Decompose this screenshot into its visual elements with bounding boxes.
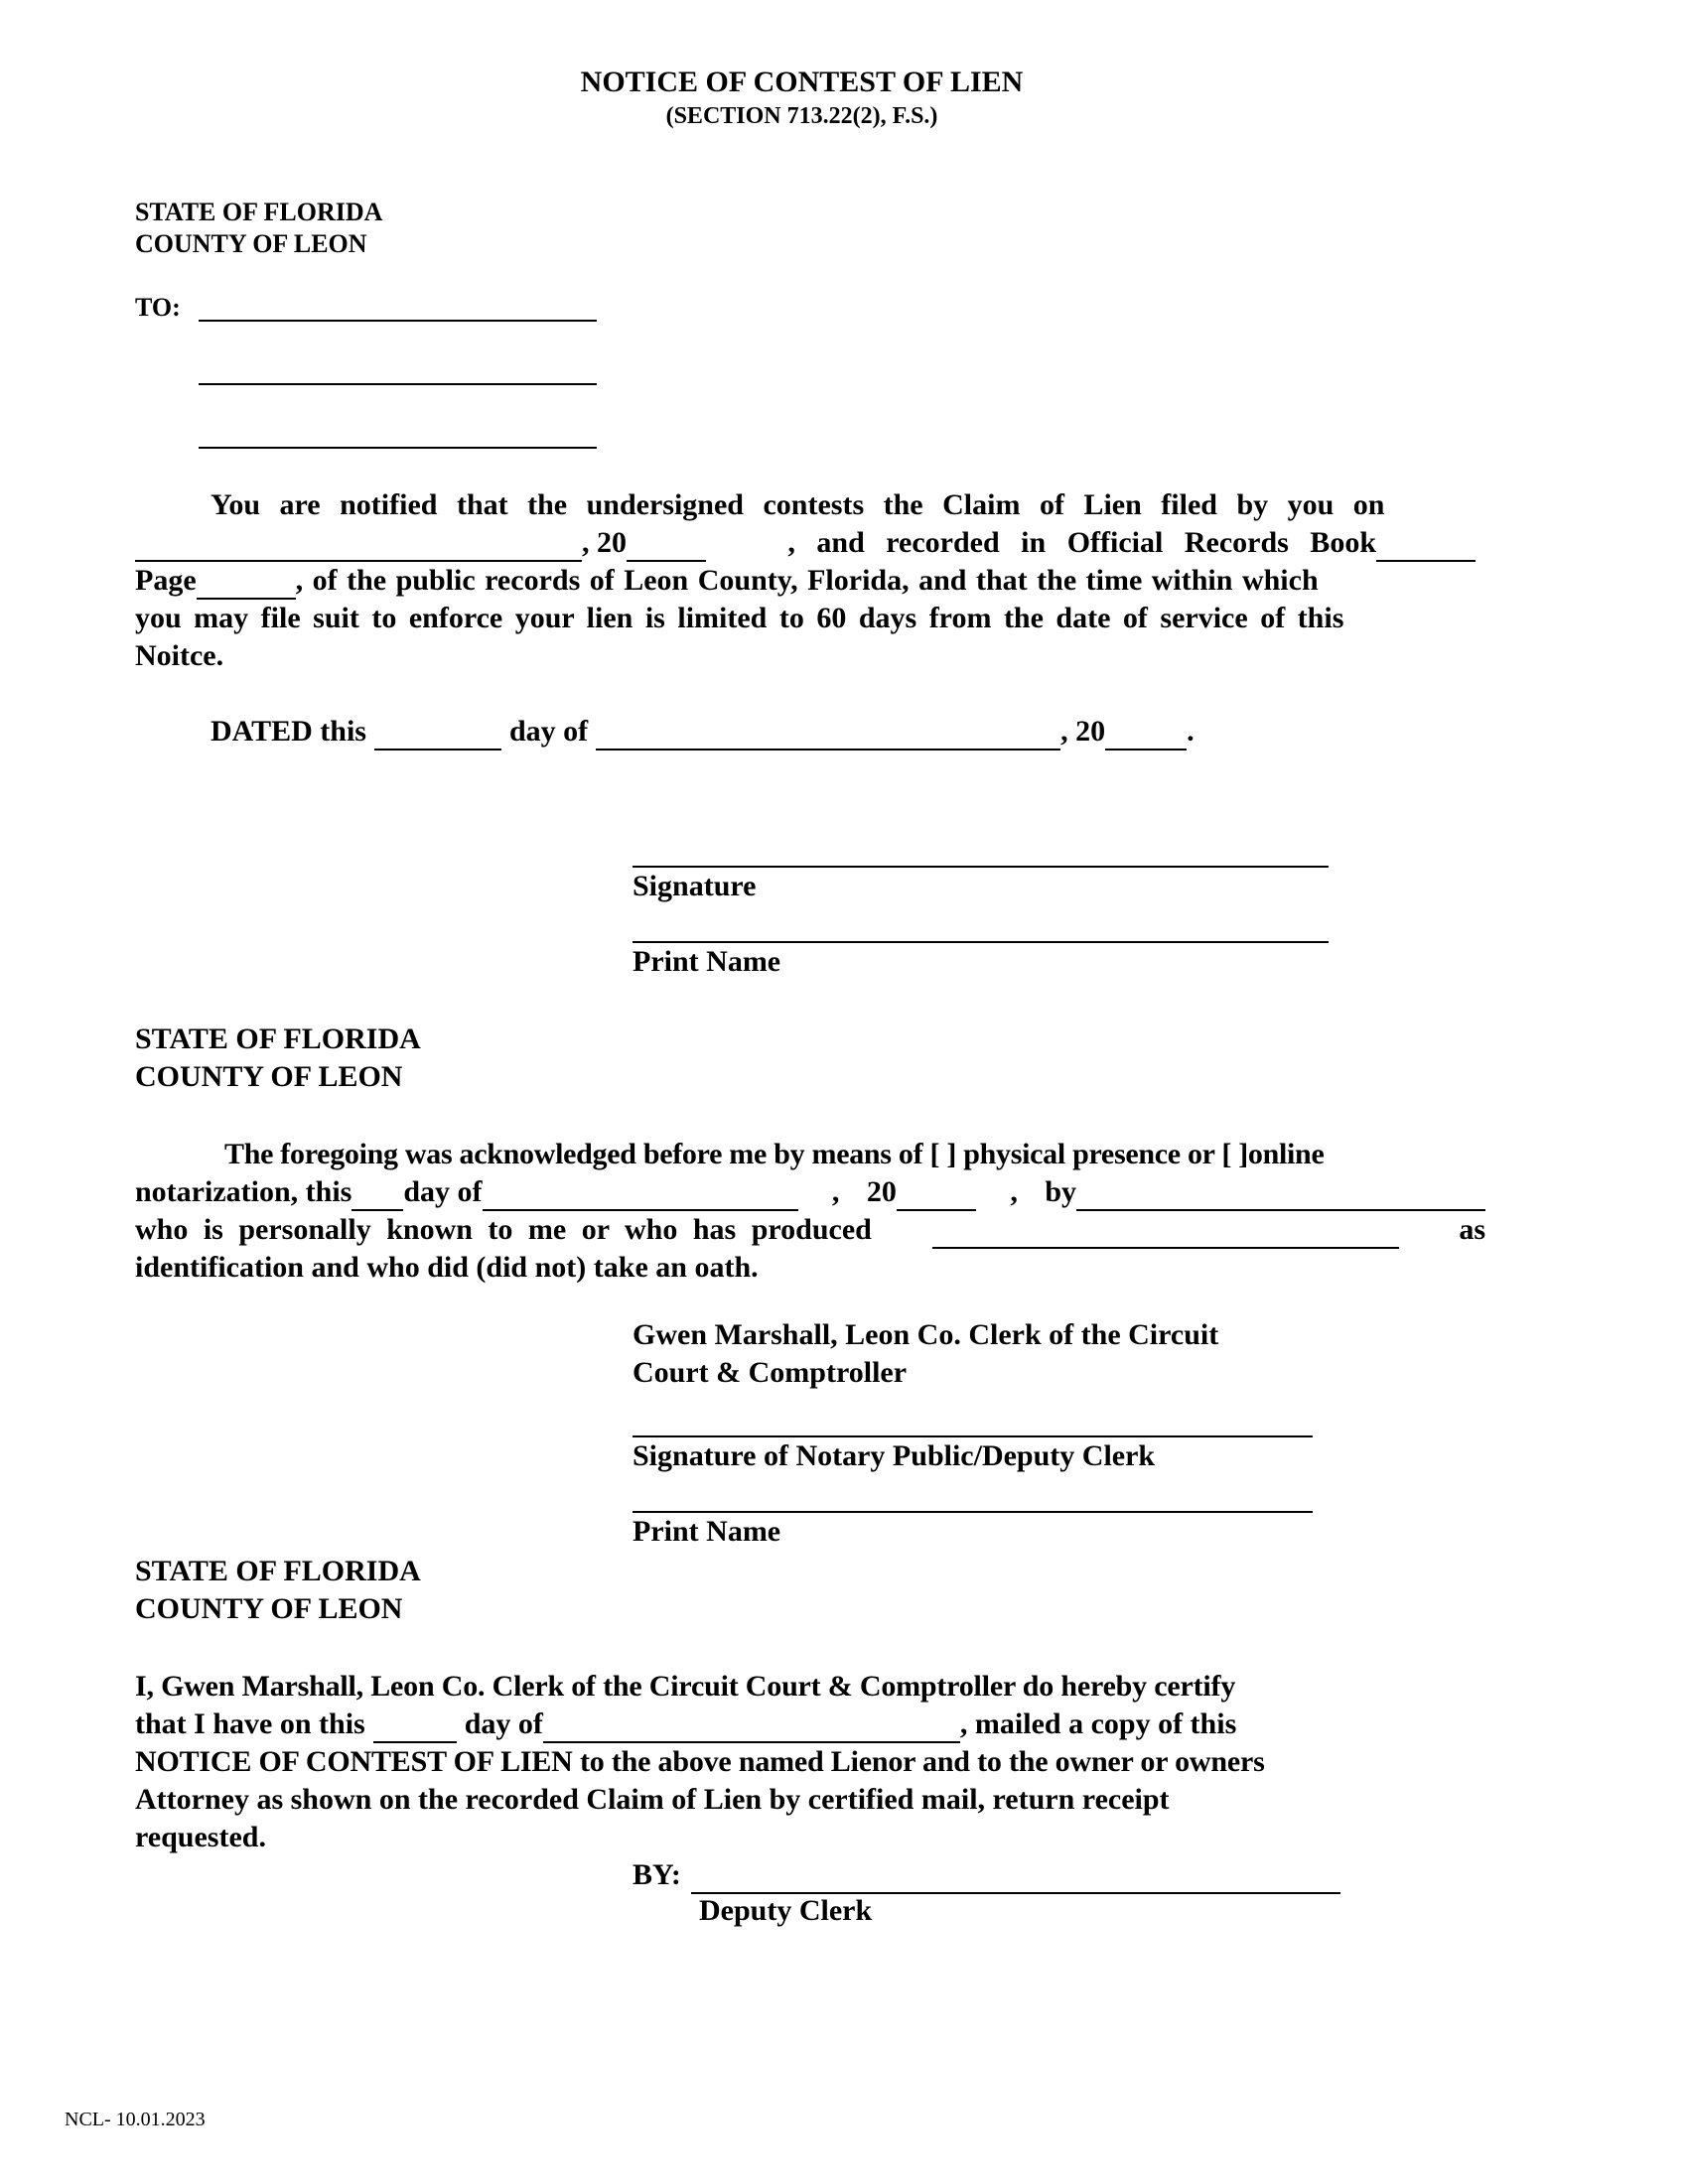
cert-day-blank[interactable]: [373, 1713, 457, 1743]
ack-day-blank[interactable]: [352, 1181, 403, 1211]
ack-line-3: [135, 1211, 1485, 1249]
notice-text-1: You are notified that the undersigned contests the Claim of Lien filed by you on: [211, 488, 1385, 521]
cert-line-4: [135, 1781, 1476, 1819]
notice-page-label: Page: [135, 564, 197, 597]
notice-text-5: Noitce.: [135, 639, 224, 672]
ack-line-1: [135, 1136, 1485, 1173]
notice-line-5: [135, 637, 1476, 675]
ack-by: , by: [1010, 1175, 1076, 1208]
notary-signature-caption: Signature of Notary Public/Deputy Clerk: [633, 1439, 1156, 1472]
ack-text-4: identification and who did (did not) take an oath.: [135, 1251, 759, 1284]
clerk-name-line-1: Gwen Marshall, Leon Co. Clerk of the Circuit: [633, 1318, 1219, 1351]
notice-book-text: , and recorded in Official Records Book: [787, 526, 1376, 559]
ack-as: as: [1459, 1213, 1485, 1246]
clerk-name-line-2: Court & Comptroller: [633, 1356, 908, 1389]
notice-text-4: you may file suit to enforce your lien is limited to 60 days from the date of service of this: [135, 602, 1344, 634]
ack-text-3: who is personally known to me or who has produced: [135, 1213, 872, 1246]
cert-line-5: [135, 1819, 1476, 1856]
dated-year-blank[interactable]: [1105, 721, 1187, 751]
dated-prefix: DATED this: [211, 715, 366, 748]
venue3-state: STATE OF FLORIDA: [135, 1555, 421, 1587]
notary-print-name-caption: Print Name: [633, 1515, 781, 1548]
cert-month-blank[interactable]: [543, 1713, 960, 1743]
ack-name-blank[interactable]: [1076, 1181, 1485, 1211]
claim-year-blank[interactable]: [627, 532, 706, 562]
ack-year-prefix: , 20: [831, 1175, 897, 1208]
notary-signature-line[interactable]: [633, 1435, 1313, 1437]
ack-month-blank[interactable]: [483, 1181, 798, 1211]
ack-notarization-text: notarization, this: [135, 1175, 352, 1208]
cert-text-2a: that I have on this: [135, 1707, 365, 1740]
signature-line[interactable]: [633, 866, 1329, 868]
ack-line-2: [135, 1173, 1485, 1211]
document-subtitle: (SECTION 713.22(2), F.S.): [665, 103, 938, 129]
print-name-caption: Print Name: [633, 945, 781, 978]
to-line-3[interactable]: [199, 447, 597, 449]
venue-county: COUNTY OF LEON: [135, 229, 367, 258]
by-line: [633, 1856, 1347, 1894]
notice-line-3: [135, 562, 1476, 600]
dated-month-blank[interactable]: [596, 721, 1060, 751]
print-name-line[interactable]: [633, 941, 1329, 943]
page-number-blank[interactable]: [197, 570, 296, 600]
cert-line-1: [135, 1668, 1476, 1706]
notice-line-1: [135, 486, 1476, 524]
dated-day-of: day of: [508, 715, 589, 748]
venue2-state: STATE OF FLORIDA: [135, 1023, 421, 1055]
cert-text-5: requested.: [135, 1821, 266, 1853]
signature-caption: Signature: [633, 870, 757, 902]
notice-line-4: [135, 600, 1476, 637]
venue2-county: COUNTY OF LEON: [135, 1060, 403, 1093]
notice-text-3: , of the public records of Leon County, Florida, and that the time within which: [295, 564, 1319, 597]
cert-text-2c: , mailed a copy of this: [959, 1707, 1237, 1740]
ack-day-of: day of: [403, 1175, 483, 1208]
ack-text-1: The foregoing was acknowledged before me by means of [ ] physical presence or [ ]online: [224, 1138, 1325, 1170]
deputy-signature-blank[interactable]: [691, 1864, 1340, 1894]
dated-end: .: [1187, 715, 1195, 748]
venue-state: STATE OF FLORIDA: [135, 198, 383, 226]
form-code: NCL- 10.01.2023: [65, 2109, 206, 2130]
ack-id-blank[interactable]: [932, 1219, 1399, 1249]
to-line-2[interactable]: [199, 383, 597, 385]
cert-day-of: day of: [464, 1707, 543, 1740]
cert-text-3: NOTICE OF CONTEST OF LIEN to the above named Lienor and to the owner or owners: [135, 1745, 1265, 1778]
deputy-clerk-caption: Deputy Clerk: [699, 1894, 873, 1927]
cert-text-4: Attorney as shown on the recorded Claim of Lien by certified mail, return receipt: [135, 1783, 1170, 1816]
document-title: NOTICE OF CONTEST OF LIEN: [580, 66, 1024, 98]
notary-print-name-line[interactable]: [633, 1511, 1313, 1513]
to-line-1[interactable]: [199, 320, 597, 322]
ack-year-blank[interactable]: [897, 1181, 976, 1211]
cert-line-3: [135, 1743, 1476, 1781]
by-label: BY:: [633, 1858, 681, 1891]
book-number-blank[interactable]: [1376, 532, 1476, 562]
dated-line: [211, 713, 1303, 751]
notice-year-prefix: , 20: [582, 526, 627, 559]
notice-line-2: [135, 524, 1476, 562]
to-label: TO:: [135, 293, 181, 322]
ack-line-4: [135, 1249, 1485, 1287]
cert-text-1: I, Gwen Marshall, Leon Co. Clerk of the Circuit Court & Comptroller do hereby certify: [135, 1670, 1236, 1703]
venue3-county: COUNTY OF LEON: [135, 1592, 403, 1625]
cert-line-2: [135, 1706, 1476, 1743]
dated-day-blank[interactable]: [374, 721, 501, 751]
dated-year-prefix: , 20: [1060, 715, 1106, 748]
claim-date-blank[interactable]: [135, 532, 582, 562]
